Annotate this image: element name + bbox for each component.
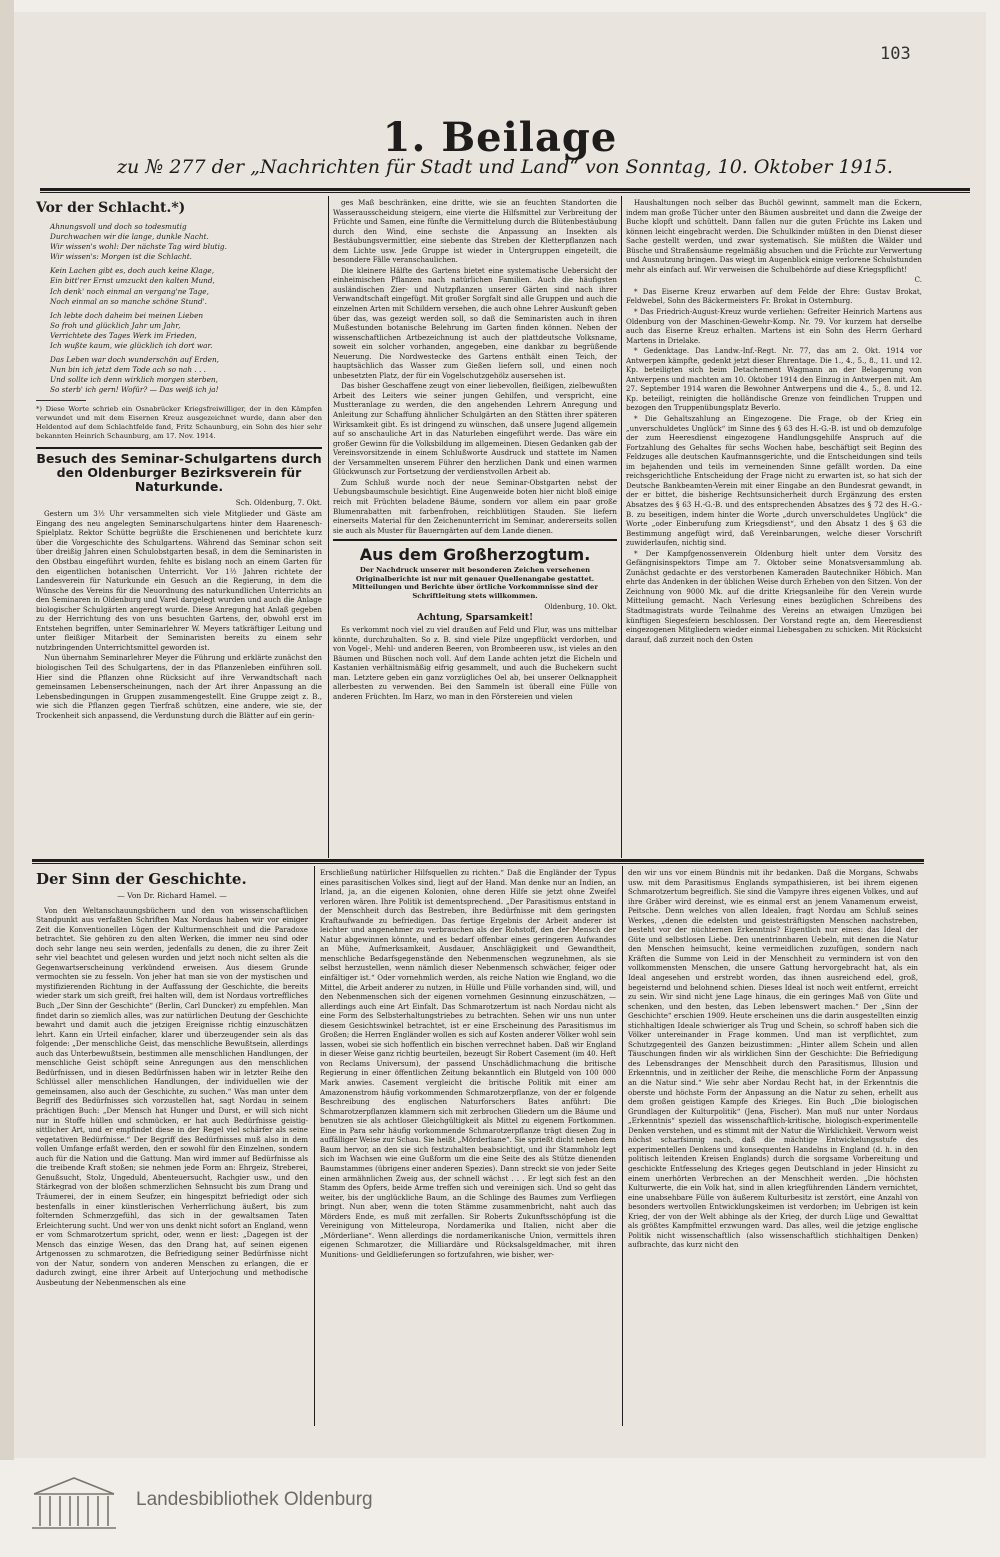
poem-stanza	[50, 355, 322, 395]
page-edge	[0, 0, 14, 1460]
seminar-article-title: Besuch des Seminar-Schulgartens durch den Oldenburger Bezirksverein für Naturkunde.	[36, 450, 322, 494]
column-divider	[328, 196, 329, 858]
top-rule-thin	[40, 192, 970, 193]
poem-stanza	[50, 266, 322, 306]
poem-line: Ahnungsvoll und doch so todesmutig	[50, 222, 187, 231]
column-1-upper	[36, 198, 322, 858]
column-divider	[621, 196, 622, 858]
supplement-subtitle: zu № 277 der „Nachrichten für Stadt und Land“ von Sonntag, 10. Oktober 1915.	[117, 156, 893, 178]
poem-line: Wir wissen's wohl: Der nächste Tag wird blutig.	[50, 242, 227, 252]
poem-line: Das Leben war doch wunderschön auf Erden,	[50, 355, 219, 365]
feuilleton-rule	[32, 859, 924, 862]
poem-line: Wir wissen's: Morgen ist die Schlacht.	[50, 252, 192, 262]
reprint-note: Der Nachdruck unserer mit besonderen Zeichen versehenen Originalberichte ist nur mit genauer Quellenangabe gestattet. Mitteilungen und Berichte über örtliche Vorkommnisse sind der Schriftleitung stets willkommen.	[352, 566, 598, 600]
section-dateline: Oldenburg, 10. Okt.	[544, 601, 617, 611]
poem-line: So sterb' ich gern! Wofür? — Das weiß ich ja!	[50, 385, 219, 395]
sinn-author: — Von Dr. Richard Hamel. —	[117, 891, 227, 900]
column-2-upper	[333, 198, 617, 858]
poem-line: So froh und glücklich Jahr um Jahr,	[50, 320, 181, 330]
poem-footnote: *) Diese Worte schrieb ein Osnabrücker Kriegsfreiwilliger, der in den Kämpfen verwundet und mit dem Eisernen Kreuz ausgezeichnet wurde, dann aber den Heldentod auf dem Schlachtfelde fand, Fritz Schaunburg, ein Sohn des hier sehr bekannten Heinrich Schaunburg, am 17. Nov. 1914.	[36, 404, 322, 441]
feuilleton-rule-thin	[32, 863, 924, 864]
poem-line: Ich wußte kaum, wie glücklich ich dort war.	[50, 341, 213, 351]
poem-line: Durchwachen wir die lange, dunkle Nacht.	[50, 232, 209, 242]
local-news: * Das Friedrich-August-Kreuz wurde verliehen: Gefreiter Heinrich Martens aus Oldenburg von der Maschinen-Gewehr-Komp. Nr. 79. Vor kurzem hat derselbe auch das Eiserne Kreuz erhalten. Martens ist ein Sohn des Herrn Gerhard Martens in Drielake.	[626, 307, 922, 345]
poem-stanza	[50, 311, 322, 351]
poem-line: Ich lebte doch daheim bei meinen Lieben	[50, 310, 204, 320]
sinn-text: Von den Weltanschauungsbüchern und den von wissenschaftlichen Standpunkt aus verfaßten Schriften Max Nordaus haben wir vor einiger Zeit die Konventionellen Lügen der Kulturmenschheit und die Paradoxe betrachtet. Sie gehören zu den alten Werken, die immer neu sind oder doch sehr lange neu sein werden, jedenfalls zu denen, die zu ihrer Zeit sehr viel beachtet und gelesen wurden und jetzt noch nicht selten als die Gegenwartserscheinung verkündend erweisen. Aus diesem Grunde vermochten sie zu fesseln. Von jeher hat man sie von der mystischen und mystifizierenden Richtung in der Auffassung der Geschichte, die bereits wieder stark um sich greift, frei halten will, dem ist Nordaus vortreffliches Buch „Der Sinn der Geschichte“ (Berlin, Carl Duncker) zu empfehlen. Man findet darin so ziemlich alles, was zur natürlichen Deutung der Geschichte bewahrt und damit auch die jetzigen Ereignisse richtig einzuschätzen lehrt. Kann ein Urteil einfacher, klarer und überzeugender sein als das folgende: „Der menschliche Geist, das menschliche Bewußtsein, allerdings auch das Unterbewußtsein, bestimmen alle menschlichen Handlungen, der menschliche Geist schöpft seine Anregungen aus den menschlichen Bedürfnissen, und in diesen Bedürfnissen haben wir in letzter Reihe den Schlüssel aller menschlichen Handlungen, der individuellen wie der gemeinsamen, also auch der Geschichte, zu suchen.“ Was man unter dem Begriff des Bedürfnisses sich vorzustellen hat, sagt Nordau in seinem prächtigen Buch: „Der Mensch hat Hunger und Durst, er will sich nicht nur in Stoffe hüllen und schmücken, er hat auch Bedürfnisse geistig-sittlicher Art, und er empfindet diese in der Regel viel schärfer als seine vegetativen Bedürfnisse.“ Der Begriff des Bedürfnisses muß also in dem vollen Umfange erfaßt werden, den er sowohl für den Einzelnen, sondern auch für die Nation und die Gattung. Man wird immer auf Bedürfnisse als die treibende Kraft stoßen; sie nehmen jede Form an: Ehrgeiz, Streberei, Genußsucht, Stolz, Ungeduld, Abenteuersucht, Rachgier usw., und den Stärkegrad von der bloßen schmerzlichen Sehnsucht bis zum Drang und Träumerei, der in einem Seufzer, ein hingespitzt befriedigt oder sich bestenfalls in einer künstlerischen Verherrlichung äußert, bis zum folternden Schmerzgefühl, das sich in der gewaltsamen Taten Erleichterung sucht. Und wer von uns denkt nicht sofort an England, wenn er vom Schmarotzertum spricht, oder, wenn er liest: „Dagegen ist der Mensch das einzige Wesen, das den Drang hat, auf seinen eigenen Artgenossen zu schmarotzen, die Befriedigung seiner Bedürfnisse nicht von der Natur, sondern von anderen Menschen zu erlangen, die er dadurch zwingt, eine ihrer Arbeit auf Unterjochung und methodische Ausbeutung der Nebenmenschen als eine	[36, 905, 308, 1287]
column-divider	[622, 866, 623, 1426]
poem-line: Noch einmal an so manche schöne Stund'.	[50, 296, 207, 306]
poem-line: Und sollte ich denn wirklich morgen sterben,	[50, 375, 218, 385]
poem-line: Ein bitt'rer Ernst umzuckt den kalten Mund,	[50, 276, 215, 286]
poem-title: Vor der Schlacht.*)	[36, 200, 186, 216]
sinn-text: Erschließung natürlicher Hilfsquellen zu richten.“ Daß die Engländer der Typus eines parasitischen Volkes sind, liegt auf der Hand. Man denke nur an Indien, an Irland, ja, an die eigenen Kolonien, ohne deren Hilfe sie jetzt ohne Zweifel verloren wären. Ihre Politik ist dementsprechend. „Der Parasitismus entstand in der Menschheit durch das Bestreben, ihre Bedürfnisse mit dem geringsten Kraftaufwande zu befriedigen. Das fertige Ergebnis der Arbeit anderer ist leichter und angenehmer zu verbrauchen als der Rohstoff, den der Mensch der Natur abgewinnen könnte, und es bedarf offenbar eines geringeren Aufwandes an Mühe, Aufmerksamkeit, Ausdauer, Anschlägigkeit und Gewandtheit, menschliche Bedarfsgegenstände den Nebenmenschen wegzunehmen, als sie selbst herzustellen, wenn nämlich dieser Nebenmensch schwächer, feiger oder einfältiger ist.“ Oder vornehmlich werden, als reiche Nation wie England, wo die Mittel, die Arbeit anderer zu nutzen, in Hülle und Fülle vorhanden sind, will, und den Nebenmenschen sich der eigenen vornehmen Gesinnung einzuschätzen, — allerdings auch eine Art Einfalt. Das Schmarotzertum ist nach Nordau nicht als eine Form des Selbsterhaltungstriebes zu betrachten. Sehen wir uns nun unter diesem Gesichtswinkel betrachtet, ist er eine Erscheinung des Parasitismus im Großen; die Herren Engländer wollen es sich auf Kosten anderer Völker wohl sein lassen, wobei sie sich hoffentlich ein bischen verrechnet haben. Daß wir England in dieser Weise ganz richtig beurteilen, bezeugt Sir Robert Casement (im 40. Heft von Reclams Universum), der passend Unschädlichmachung die britische Regierung in einer öffentlichen Zeitung bekanntlich ein Blutgeld von 100 000 Mark anwies. Casement vergleicht die britische Politik mit einer am Amazonenstrom häufig vorkommenden Schmarotzerpflanze, von der er folgende Beschreibung des englischen Naturforschers Bates anführt: Die Schmarotzerpflanzen klammern sich mit zerbrochen Gliedern um die Bäume und benutzen sie als achtloser Gleichgültigkeit als Mittel zu eigenem Fortkommen. Eine in Para sehr häufig vorkommende Schmarotzerpflanze trägt diesen Zug in auffälliger Weise zur Schau. Sie heißt „Mörderliane“. Sie sprießt dicht neben dem Baum hervor, an den sie sich festzuhalten beabsichtigt, und ihr Stammholz legt sich im Wachsen wie eine Gußform um die eine Seite des als Stütze dienenden Baumstammes (übrigens einer anderen Spezies). Dann streckt sie von jeder Seite einen armähnlichen Zweig aus, der schnell wächst . . . Er legt sich fest an den Stamm des Opfers, beide Arme treffen sich und vereinigen sich. Und so geht das weiter, bis der unglückliche Baum, an die Schlinge des Baumes zum Verfliegen bringt. Nun aber, wenn die toten Stämme zusammenbricht, naht auch das Mörders Ende, es muß mit zerfallen. Sir Roberts Zukunftsschöpfung ist die Vereinigung von Mitteleuropa, Nordamerika und Italien, nicht aber die „Mörderliane“. Wenn allerdings die nordamerikanische Union, vermittels ihren eigenen Schmarotzer, die Milliardäre und Rücksalsgeldmacher, mit ihren Munitions- und Geldlieferungen so fortzufahren, wie bisher, wer-	[320, 868, 616, 1259]
library-name: Landesbibliothek Oldenburg	[136, 1489, 373, 1510]
sinn-column-1	[36, 868, 308, 1424]
column-divider	[314, 866, 315, 1426]
section-title-grossherzogtum: Aus dem Großherzogtum.	[359, 545, 591, 565]
local-paragraph: Haushaltungen noch selber das Buchöl gewinnt, sammelt man die Eckern, indem man große Tücher unter den Bäumen ausbreitet und dann die Zweige der Buche klopft und schüttelt. Dann fallen nur die guten Früchte ins Laken und können leicht eingebracht werden. Die Schulkinder müßten in den Dienst dieser Sache gestellt werden, und zwar systematisch. Sie müßten die Wälder und Büsche und Straßensäume regelmäßig absuchen und die Früchte zur Verwertung und Ausnutzung bringen. Das wiegt im Augenblick einige verlorene Schulstunden mehr als einfach auf. Wir verweisen die Schulbehörde auf diese Kriegspflicht!	[626, 198, 922, 274]
seminar-paragraph: Gestern um 3½ Uhr versammelten sich viele Mitglieder und Gäste am Eingang des neu angelegten Seminarschulgartens hinter dem Haarenesch-Spielplatz. Rektor Schütte begrüßte die Erschienenen und berichtete kurz über die Vorgeschichte des Schulgartens. Während das Seminar schon seit über dreißig Jahren einen Schulobstgarten besaß, in dem die Seminaristen in den Obstbau eingeführt wurden, fehlte es bislang noch an einem Garten für den eigentlichen botanischen Unterricht. Vor 1½ Jahren richtete der Landesverein für Naturkunde ein Gesuch an die Regierung, in dem die Wünsche des Vereins für die Neuordnung des naturkundlichen Unterrichts an den Seminaren in Oldenburg und Varel dargelegt wurden und auch die Anlage biologischer Schulgärten angeregt wurde. Diese Anregung hat Anlaß gegeben zu der Herrichtung des von uns besuchten Gartens, der, obwohl erst im Entstehen begriffen, unter Seminarlehrer W. Meyers tatkräftiger Leitung und unter fleißiger Mitarbeit der Seminaristen bereits zu einem sehr nutzbringenden Unterrichtsmittel geworden ist.	[36, 509, 322, 652]
library-logo	[26, 1474, 122, 1532]
garden-paragraph: Das bisher Geschaffene zeugt von einer liebevollen, fleißigen, zielbewußten Arbeit des Leiters wie seiner jungen Gehilfen, und verspricht, eine Mustteranlage zu werden, die den angehenden Lehrern Anregung und Anleitung zur Schaffung ähnlicher Schulgärten an den Stätten ihrer späteren Wirksamkeit gibt. Es ist dringend zu wünschen, daß unsere Jugend allgemein auf so anschauliche Art in das Naturleben eingeführt werde. Das wäre ein großer Gewinn für die Volksbildung im allgemeinen. Diesen Gedanken gab der Vereinsvorsitzende in einem Schlußworte Ausdruck und stattete im Namen der Versammelten unserem Führer den herzlichen Dank und einen warmen Glückwunsch zur Fortsetzung der verdienstvollen Arbeit ab.	[333, 381, 617, 477]
local-news: * Das Eiserne Kreuz erwarben auf dem Felde der Ehre: Gustav Brokat, Feldwebel, Sohn des Bäckermeisters Fr. Brokat in Osternburg.	[626, 286, 922, 306]
local-news: * Der Kampfgenossenverein Oldenburg hielt unter dem Vorsitz des Gefängnisinspektors Timpe am 7. Oktober seine Monatsversammlung ab. Zunächst gedachte er des verstorbenen Kameraden Bautechniker Höbich. Man ehrte das Andenken in der üblichen Weise durch Erheben von den Sitzen. Von der Zeichnung von 9000 Mk. auf die dritte Kriegsanleihe für den Verein wurde Mitteilung gemacht. Nach Verlesung eines bezüglichen Schreibens des Stadtmagistrats wurde Teilnahme des Vereins an etwaigen Umzügen bei künftigen Siegesfeiern beschlossen. Der Vorstand regte an, dem Heeresdienst eingezogenen Mitgliedern wieder einmal Liebesgaben zu schicken. Mit Rücksicht darauf, daß zurzeit noch den Osten	[626, 548, 922, 644]
garden-paragraph: Zum Schluß wurde noch der neue Seminar-Obstgarten nebst der Uebungsbaumschule besichtigt. Eine Augenweide boten hier nicht bloß einige reich mit Früchten beladene Bäume, sondern vor allem ein paar große Blumenrabatten mit farbenfrohen, reichblütigen Stauden. Sie liefern einerseits Material für den Zeichenunterricht im Seminar, andererseits sollen sie auch als Muster für Bauerngärten auf dem Lande dienen.	[333, 477, 617, 535]
garden-paragraph: Die kleinere Hälfte des Gartens bietet eine systematische Uebersicht der einheimischen Pflanzen nach natürlichen Familien. Auch die häufigsten ausländischen Zier- und Nutzpflanzen unserer Gärten sind nach ihrer Verwandtschaft eingefügt. Mit großer Sorgfalt sind alle Gruppen und auch die einzelnen Arten mit Schildern versehen, die auch ohne Lehrer Auskunft geben über das, was gezeigt werden soll, so daß die Seminaristen auch in ihren Mußestunden botanische Belehrung im Garten finden können. Neben der wissenschaftlichen Artbezeichnung ist auch der plattdeutsche Volksname, soweit ein solcher vorhanden, angegeben, eine dankbar zu begrüßende Neuerung. Die Nordwestecke des Gartens enthält einen Teich, der hauptsächlich das Wasser zum Gießen liefern soll, und einen noch unbesetzten Platz, der für ein Vogelschutzgehölz ausersehen ist.	[333, 265, 617, 380]
poem-line: Ich denk' noch einmal an vergang'ne Tage,	[50, 286, 209, 296]
section-rule	[333, 539, 617, 541]
footnote-rule	[36, 400, 86, 401]
sinn-title: Der Sinn der Geschichte.	[36, 870, 247, 888]
sinn-text: den wir uns vor einem Bündnis mit ihr bedanken. Daß die Morgans, Schwabs usw. mit dem Parasitismus Englands sympathisieren, ist bei ihrem eigenen Schmarotzertum begreiflich. Sie sind die Vampyre ihres eigenen Volkes, und auf ihre Gräber wird dereinst, wie es einmal erst an jenem Vanamenum erweist, Peitsche. Denn welches von allen Idealen, fragt Nordau am Schluß seines Werkes, „denen die edelsten und geistesträftigsten Menschen nachstreben, besteht vor der nüchternen Erkenntnis? Eigentlich nur eines: das Ideal der Güte und selbstlosen Liebe. Den unentrinnbaren Uebeln, mit denen die Natur den Menschen heimsucht, keine vermeidlichen zuzufügen, sondern nach Kräften die Summe von Leid in der Menschheit zu vermindern ist von den vollkommensten Menschen, die unsere Gattung hervorgebracht hat, als ein Ideal angesehen und erstrebt worden, das ihnen ausreichend edel, groß, begeisternd und belohnend schien. Dieses Ideal ist noch weit entfernt, erreicht zu sein. Wir sind nicht jene Lage hinaus, die ein geringes Maß von Güte und schenken, und den besten, das Leben lebenswert machen.“ Der „Sinn der Geschichte“ erschien 1909. Heute erscheinen uns die darin ausgestellten einzig stichhaltigen Ideale schwieriger als Trug und Schein, so schroff haben sich die Völker untereinander in Frage kommen. Und man ist verpflichtet, zum Schutzgegenteil des Ganzen beizustimmen: „Hinter allem Schein und allen Täuschungen finden wir als wirklichen Sinn der Geschichte: Die Befriedigung des Lebensdranges der Menschheit durch den Parasitismus, Illusion und Erkenntnis, und in zeitlicher der Reihe, die menschliche Form der Anpassung an die Natur sind.“ Wie sehr aber Nordau Recht hat, in der Erkenntnis die oberste und höchste Form der Anpassung an die Natur zu sehen, erhellt aus dem großen geistigen Kampfe des Krieges. Ein Buch „Die biologischen Grundlagen der Kulturpolitik“ (Jena, Fischer). Man muß nur unter Nordaus „Erkenntnis“ speziell das wissenschaftlich-kritische, biologisch-experimentelle Denken verstehen, und es stimmt mit der Natur die Wirklichkeit. Verworn weist höchst scharfsinnig nach, daß die mächtige Entwickelungsstufe des experimentellen Denkens und konsequenten Handelns in England (d. h. in den politisch leitenden Kreisen Englands) durch die sorgsame Vorbereitung und geschickte Entfesselung des Krieges gegen Deutschland in jeder Hinsicht zu einem unerhörten Verbrechen an der Menschheit werden. „Die höchsten Kulturwerte, die ein Volk hat, sind in allen kriegführenden Ländern vernichtet, eine unabsehbare Fülle von äußerem Kulturbesitz ist zerstört, eine Anzahl von besonders wertvollen Entwicklungskeimen ist verdorben; im Uebrigen ist kein Krieg, der von der Welt abhinge als der Krieg, der durch Lüge und Gewalttat als größtes Kampfmittel erzwungen ward. Das alles, weil die jetzige englische Politik nicht wissenschaftlich (also wissenschaftlich stichhaltigen Denken) aufbrachte, das kurz nicht den	[628, 868, 918, 1250]
section-rule	[36, 447, 322, 449]
signature: C.	[914, 275, 922, 285]
page-number: 103	[880, 44, 911, 64]
poem-line: Verrichtete des Tages Werk im Frieden,	[50, 330, 197, 340]
local-news: * Die Gehaltszahlung an Eingezogene. Die Frage, ob der Krieg ein „unverschuldetes Unglück“ im Sinne des § 63 des H.-G.-B. ist und ob demzufolge der zum Heeresdienst eingezogene Handlungsgehilfe Anspruch auf die Fortzahlung des Gehaltes für sechs Wochen habe, beschäftigt seit Beginn des Feldzuges alle deutschen Kaufmannsgerichte, und die Entscheidungen sind teils im bejahenden und teils im verneinenden Sinne gefällt worden. Da eine reichsgerichtliche Entscheidung der Frage nicht zu erwarten ist, so hat sich der Deutsche Bankbeamten-Verein mit einer Eingabe an den Bundesrat gewandt, in der er bittet, die bisherige Rechtsunsicherheit durch Ergänzung des ersten Absatzes des § 63 H.-G.-B. und des entsprechenden Absatzes des § 72 des H.-G.-B. zu beseitigen, indem hinter die Worte „durch unverschuldetes Unglück“ die Worte „oder Einberufung zum Kriegsdienst“, und den Absatz 1 des § 63 die Bestimmung angefügt wird, daß Vereinbarungen, welche dieser Vorschrift zuwiderlaufen, nichtig sind.	[626, 414, 922, 548]
seminar-paragraph: Nun übernahm Seminarlehrer Meyer die Führung und erklärte zunächst den biologischen Teil des Schulgartens, der in das Pflanzenleben einführen soll. Hier sind die Pflanzen ohne Rücksicht auf ihre Verwandtschaft nach gemeinsamen Lebenserscheinungen, nach der Art ihrer Anpassung an die Lebensbedingungen in Gruppen zusammengestellt. Eine Gruppe zeigt z. B., wie sich die Pflanzen gegen Tierfraß schützen, eine andere, wie sie, der Trockenheit sich anpassend, die Verdunstung durch die Blätter auf ein gerin-	[36, 653, 322, 720]
poem-line: Nun bin ich jetzt dem Tode ach so nah . . .	[50, 365, 206, 375]
sinn-column-2	[320, 868, 616, 1424]
supplement-title: 1. Beilage	[382, 114, 618, 161]
local-news: * Gedenktage. Das Landw.-Inf.-Regt. Nr. 77, das am 2. Okt. 1914 vor Antwerpen kämpfte, gedenkt jetzt dieser Ehrentage. Die 1., 4., 5., 8., 11. und 12. Kp. beteiligten sich beim Detachement Wagmann an der Belagerung von Antwerpens und machten am 10. Oktober 1914 den Einzug in Antwerpen mit. Am 27. September 1914 waren die Bewohner Antwerpens und die 4., 5., 8. und 12. Kp. beteiligt, reinigten die holländische Grenze von feindlichen Truppen und bezogen den Truppenübungsplatz Beverlo.	[626, 346, 922, 413]
sparsamkeit-paragraph: Es verkommt noch viel zu viel draußen auf Feld und Flur, was uns mittelbar könnte, durchzuhalten. So z. B. sind viele Pilze ungepflückt verdorben, und von Vogel-, Mehl- und anderen Beeren, von Brombeeren usw., ist vieles an den Bäumen und Büschen noch voll. Auf dem Lande achten jetzt die Eicheln und Kastanien verhältnismäßig eifrig gesammelt, und auch die Buchekern sucht man. Letztere geben ein ganz vorzügliches Oel ab, bei unserer Oelknappheit allerbesten zu verwenden. Bei den Sammeln ist überall eine Fülle von anderen Früchten. Im Harz, wo man in den Förstereien und vielen	[333, 625, 617, 701]
poem	[36, 222, 322, 396]
sinn-column-3	[628, 868, 918, 1424]
garden-paragraph: ges Maß beschränken, eine dritte, wie sie an feuchten Standorten die Wasserausscheidung steigern, eine vierte die Hilfsmittel zur Verbreitung der Früchte und Samen, eine fünfte die Vermittelung durch die Blütenbestäubung durch den Wind, eine sechste die Anpassung an Insekten als Bestäubungsvermittler, eine siebente das Streben der Kletterpflanzen nach dem Lichte usw. Jede Gruppe ist wieder in Untergruppen eingeteilt, die besondere Fälle veranschaulichen.	[333, 198, 617, 265]
poem-line: Kein Lachen gibt es, doch auch keine Klage,	[50, 266, 215, 276]
sparsamkeit-title: Achtung, Sparsamkeit!	[416, 613, 534, 624]
column-3-upper	[626, 198, 922, 858]
poem-stanza	[50, 222, 322, 262]
top-rule	[40, 188, 970, 191]
seminar-dateline: Sch. Oldenburg, 7. Okt.	[235, 497, 322, 507]
